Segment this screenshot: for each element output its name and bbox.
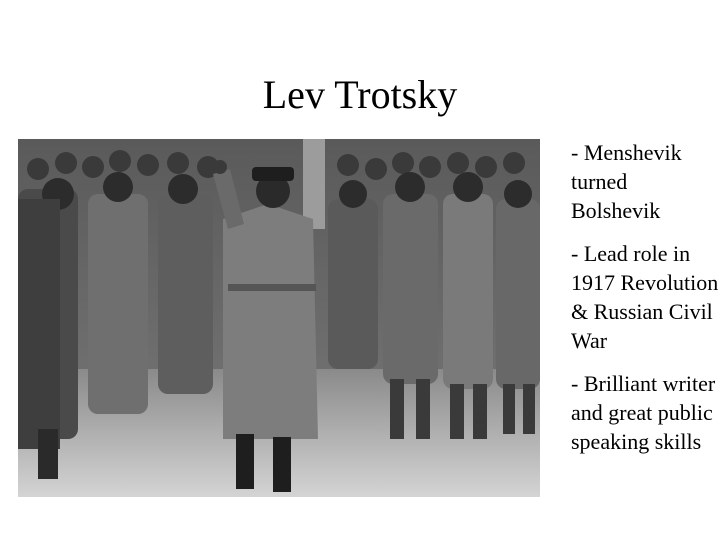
bullet-item: - Brilliant writer and great public speaking skills xyxy=(571,371,716,454)
historical-photo xyxy=(18,139,540,497)
bullet-list xyxy=(571,138,720,470)
photo-illustration xyxy=(18,139,540,497)
bullet-item: - Lead role in 1917 Revolution & Russian Civil War xyxy=(571,241,719,353)
bullet-item: - Menshevik turned Bolshevik xyxy=(571,140,682,223)
slide-title: Lev Trotsky xyxy=(262,72,458,117)
